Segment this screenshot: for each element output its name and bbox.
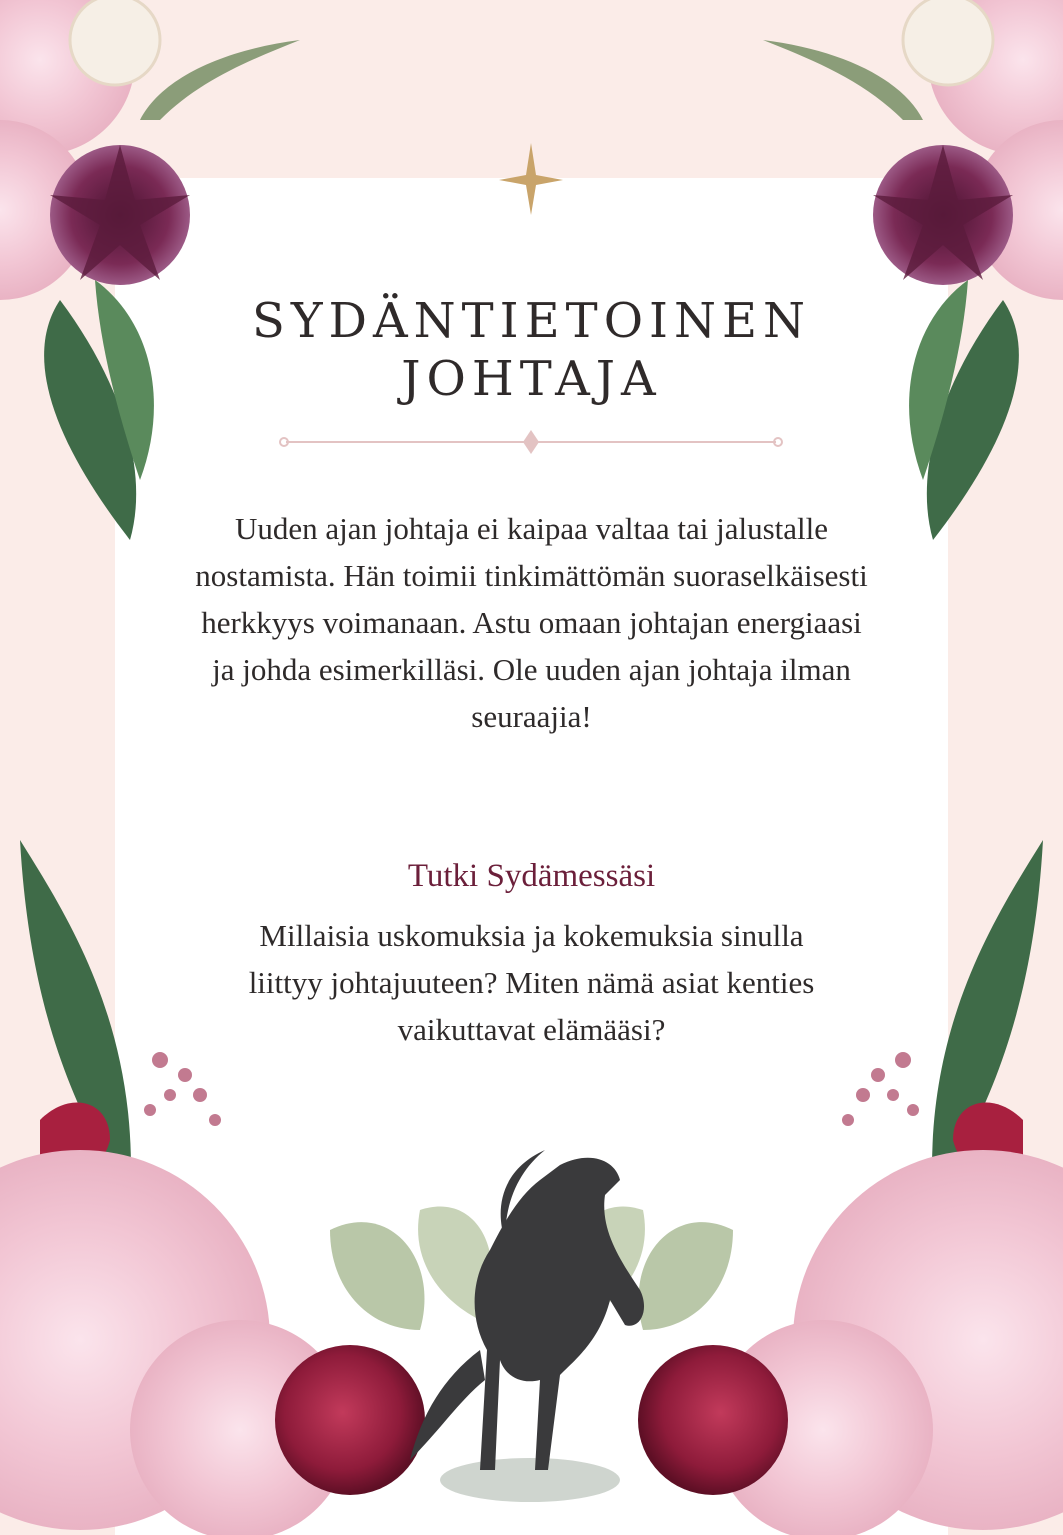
sparkle-star-icon <box>499 143 563 215</box>
page-title <box>115 292 948 408</box>
page-title-line-1: SYDÄNTIETOINEN <box>251 293 812 349</box>
reflection-question: Millaisia uskomuksia ja kokemuksia sinulla liittyy johtajuuteen? Miten nämä asiat kenties vaikuttavat elämääsi? <box>248 918 815 1047</box>
rearing-horse <box>410 1150 644 1502</box>
body-text: Uuden ajan johtaja ei kaipaa valtaa tai jalustalle nostamista. Hän toimii tinkimättömän suoraselkäisesti herkkyys voimanaan. Astu omaan johtajan energiaasi ja johda esimerkilläsi. Ole uuden ajan johtaja ilman seuraajia! <box>195 511 868 734</box>
floral-top-left <box>0 0 300 540</box>
page-title-line-2: JOHTAJA <box>401 351 662 407</box>
reflection-heading: Tutki Sydämessäsi <box>407 858 656 894</box>
floral-top-right <box>763 0 1063 540</box>
divider-diamond-icon <box>280 430 782 454</box>
